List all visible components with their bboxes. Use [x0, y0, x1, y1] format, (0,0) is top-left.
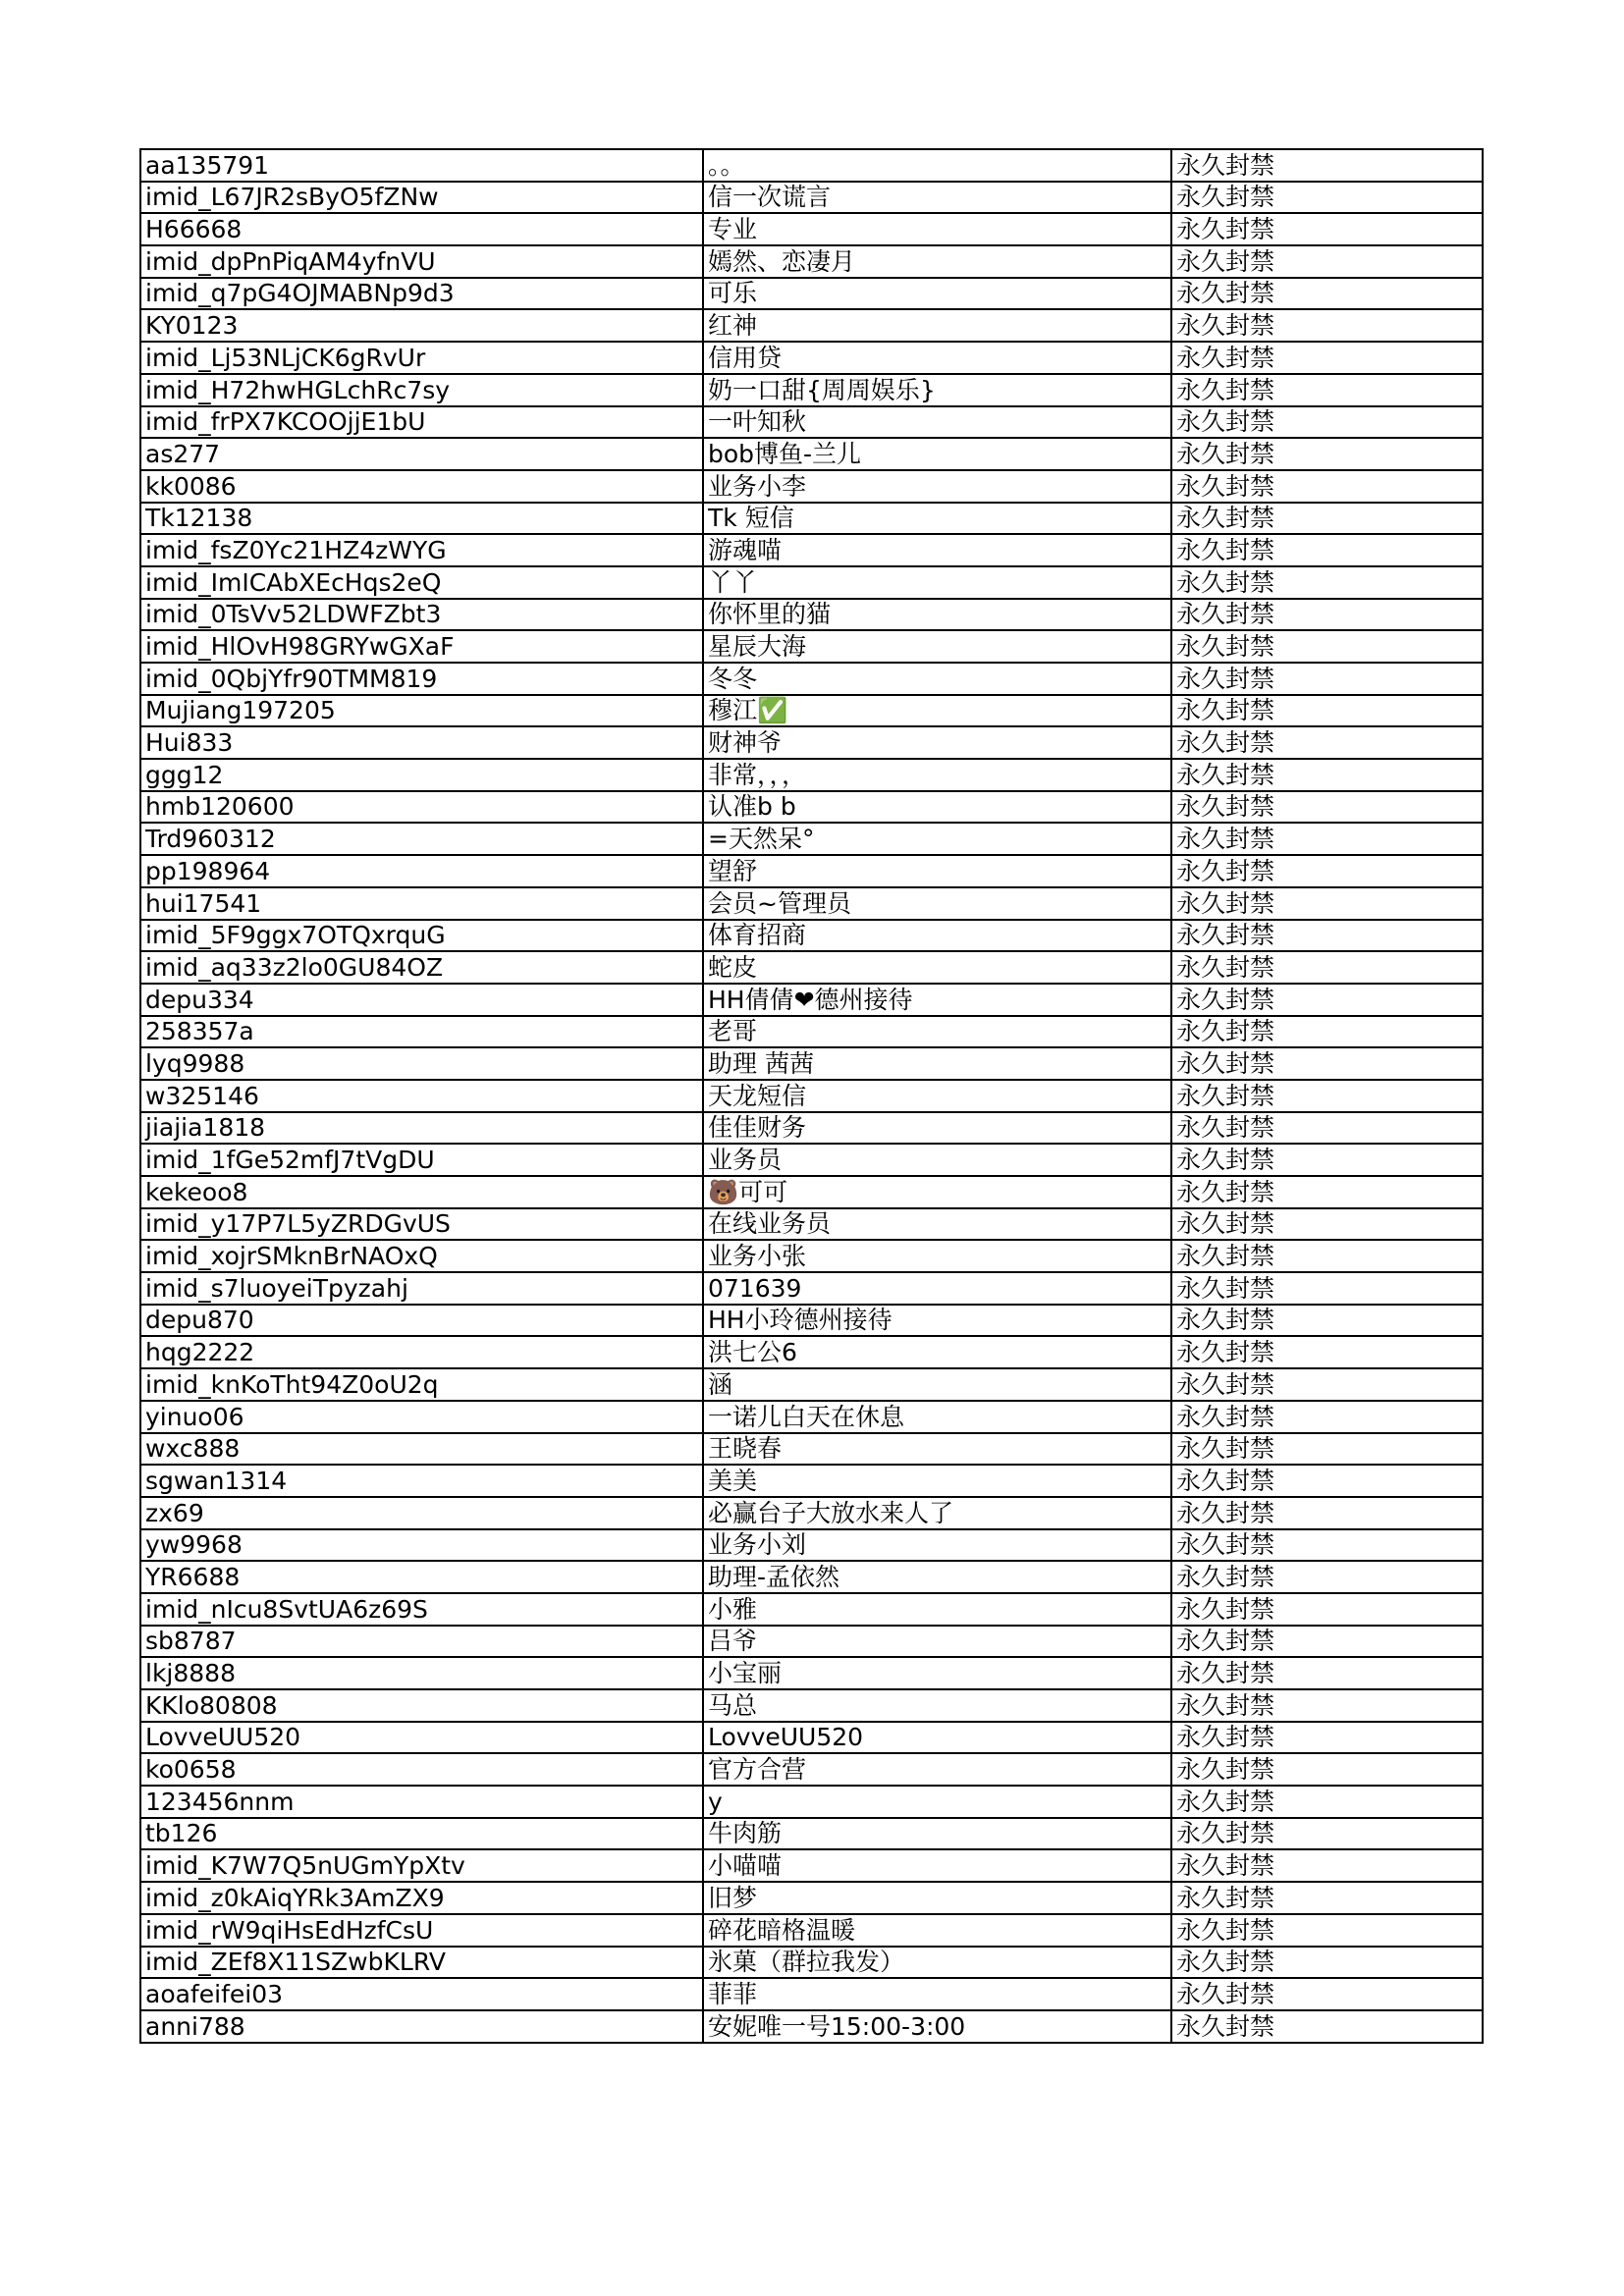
nickname-cell: HH小玲德州接待: [703, 1305, 1171, 1337]
status-cell: 永久封禁: [1171, 342, 1483, 374]
account-cell: 258357a: [140, 1016, 703, 1048]
nickname-cell: 碎花暗格温暖: [703, 1914, 1171, 1947]
account-cell: aa135791: [140, 149, 703, 182]
nickname-cell: 。。: [703, 149, 1171, 182]
nickname-cell: 嫣然、恋凄月: [703, 245, 1171, 278]
account-cell: imid_q7pG4OJMABNp9d3: [140, 278, 703, 310]
table-row: [140, 438, 1483, 470]
nickname-cell: 王晓春: [703, 1433, 1171, 1466]
table-row: [140, 182, 1483, 214]
status-cell: 永久封禁: [1171, 1240, 1483, 1272]
account-cell: imid_H72hwHGLchRc7sy: [140, 374, 703, 406]
nickname-cell: 小喵喵: [703, 1849, 1171, 1882]
nickname-cell: 牛肉筋: [703, 1818, 1171, 1850]
account-cell: imid_Lj53NLjCK6gRvUr: [140, 342, 703, 374]
account-cell: wxc888: [140, 1433, 703, 1466]
account-cell: LovveUU520: [140, 1722, 703, 1754]
status-cell: 永久封禁: [1171, 470, 1483, 503]
account-cell: imid_z0kAiqYRk3AmZX9: [140, 1882, 703, 1914]
nickname-cell: bob博鱼-兰儿: [703, 438, 1171, 470]
nickname-cell: 你怀里的猫: [703, 599, 1171, 631]
status-cell: 永久封禁: [1171, 1144, 1483, 1176]
ban-list-body: [140, 149, 1483, 2043]
status-cell: 永久封禁: [1171, 759, 1483, 791]
nickname-cell: 游魂喵: [703, 534, 1171, 566]
account-cell: hqg2222: [140, 1336, 703, 1368]
status-cell: 永久封禁: [1171, 1978, 1483, 2010]
account-cell: imid_fsZ0Yc21HZ4zWYG: [140, 534, 703, 566]
status-cell: 永久封禁: [1171, 1753, 1483, 1786]
account-cell: imid_dpPnPiqAM4yfnVU: [140, 245, 703, 278]
status-cell: 永久封禁: [1171, 1626, 1483, 1658]
nickname-cell: Tk 短信: [703, 503, 1171, 535]
account-cell: imid_rW9qiHsEdHzfCsU: [140, 1914, 703, 1947]
status-cell: 永久封禁: [1171, 1368, 1483, 1401]
status-cell: 永久封禁: [1171, 149, 1483, 182]
nickname-cell: 会员~管理员: [703, 887, 1171, 920]
table-row: [140, 534, 1483, 566]
status-cell: 永久封禁: [1171, 1657, 1483, 1689]
status-cell: 永久封禁: [1171, 920, 1483, 952]
status-cell: 永久封禁: [1171, 1112, 1483, 1145]
table-row: [140, 213, 1483, 245]
nickname-cell: 业务员: [703, 1144, 1171, 1176]
account-cell: tb126: [140, 1818, 703, 1850]
table-row: [140, 1593, 1483, 1626]
nickname-cell: 老哥: [703, 1016, 1171, 1048]
status-cell: 永久封禁: [1171, 1176, 1483, 1208]
status-cell: 永久封禁: [1171, 855, 1483, 887]
table-row: [140, 726, 1483, 759]
table-row: [140, 887, 1483, 920]
status-cell: 永久封禁: [1171, 566, 1483, 599]
status-cell: 永久封禁: [1171, 1401, 1483, 1433]
nickname-cell: 财神爷: [703, 726, 1171, 759]
nickname-cell: 星辰大海: [703, 630, 1171, 663]
nickname-cell: 洪七公6: [703, 1336, 1171, 1368]
nickname-cell: 助理-孟依然: [703, 1561, 1171, 1593]
account-cell: sgwan1314: [140, 1465, 703, 1497]
status-cell: 永久封禁: [1171, 695, 1483, 727]
table-row: [140, 599, 1483, 631]
table-row: [140, 1336, 1483, 1368]
ban-list-table: [139, 148, 1484, 2044]
status-cell: 永久封禁: [1171, 1497, 1483, 1529]
nickname-cell: 氷菓（群拉我发）: [703, 1947, 1171, 1979]
nickname-cell: 马总: [703, 1689, 1171, 1722]
table-row: [140, 1882, 1483, 1914]
status-cell: 永久封禁: [1171, 1529, 1483, 1562]
nickname-cell: 冬冬: [703, 663, 1171, 695]
nickname-cell: 菲菲: [703, 1978, 1171, 2010]
nickname-cell: 业务小李: [703, 470, 1171, 503]
status-cell: 永久封禁: [1171, 630, 1483, 663]
status-cell: 永久封禁: [1171, 503, 1483, 535]
account-cell: Tk12138: [140, 503, 703, 535]
nickname-cell: 业务小张: [703, 1240, 1171, 1272]
table-row: [140, 309, 1483, 342]
status-cell: 永久封禁: [1171, 309, 1483, 342]
nickname-cell: HH倩倩❤德州接待: [703, 984, 1171, 1016]
status-cell: 永久封禁: [1171, 1080, 1483, 1112]
status-cell: 永久封禁: [1171, 823, 1483, 855]
table-row: [140, 663, 1483, 695]
status-cell: 永久封禁: [1171, 1947, 1483, 1979]
table-row: [140, 503, 1483, 535]
account-cell: hmb120600: [140, 791, 703, 824]
account-cell: imid_xojrSMknBrNAOxQ: [140, 1240, 703, 1272]
status-cell: 永久封禁: [1171, 726, 1483, 759]
nickname-cell: 蛇皮: [703, 951, 1171, 984]
nickname-cell: 小宝丽: [703, 1657, 1171, 1689]
table-row: [140, 342, 1483, 374]
nickname-cell: 🐻可可: [703, 1176, 1171, 1208]
status-cell: 永久封禁: [1171, 534, 1483, 566]
account-cell: imid_nIcu8SvtUA6z69S: [140, 1593, 703, 1626]
table-row: [140, 1176, 1483, 1208]
table-row: [140, 1753, 1483, 1786]
nickname-cell: 非常，，，: [703, 759, 1171, 791]
status-cell: 永久封禁: [1171, 1818, 1483, 1850]
status-cell: 永久封禁: [1171, 984, 1483, 1016]
table-row: [140, 1112, 1483, 1145]
account-cell: Hui833: [140, 726, 703, 759]
table-row: [140, 470, 1483, 503]
status-cell: 永久封禁: [1171, 1593, 1483, 1626]
nickname-cell: 红神: [703, 309, 1171, 342]
status-cell: 永久封禁: [1171, 2010, 1483, 2043]
nickname-cell: 丫丫: [703, 566, 1171, 599]
status-cell: 永久封禁: [1171, 887, 1483, 920]
status-cell: 永久封禁: [1171, 1849, 1483, 1882]
account-cell: depu334: [140, 984, 703, 1016]
status-cell: 永久封禁: [1171, 1047, 1483, 1080]
account-cell: imid_0QbjYfr90TMM819: [140, 663, 703, 695]
account-cell: zx69: [140, 1497, 703, 1529]
status-cell: 永久封禁: [1171, 1786, 1483, 1818]
account-cell: KY0123: [140, 309, 703, 342]
nickname-cell: 安妮唯一号15:00-3:00: [703, 2010, 1171, 2043]
status-cell: 永久封禁: [1171, 1433, 1483, 1466]
table-row: [140, 1047, 1483, 1080]
status-cell: 永久封禁: [1171, 1561, 1483, 1593]
account-cell: imid_L67JR2sByO5fZNw: [140, 182, 703, 214]
table-row: [140, 1818, 1483, 1850]
account-cell: Mujiang197205: [140, 695, 703, 727]
account-cell: imid_knKoTht94Z0oU2q: [140, 1368, 703, 1401]
account-cell: sb8787: [140, 1626, 703, 1658]
table-row: [140, 1305, 1483, 1337]
account-cell: w325146: [140, 1080, 703, 1112]
table-row: [140, 1240, 1483, 1272]
status-cell: 永久封禁: [1171, 1882, 1483, 1914]
table-row: [140, 984, 1483, 1016]
table-row: [140, 1657, 1483, 1689]
account-cell: ggg12: [140, 759, 703, 791]
account-cell: ko0658: [140, 1753, 703, 1786]
table-row: [140, 951, 1483, 984]
status-cell: 永久封禁: [1171, 278, 1483, 310]
table-row: [140, 1626, 1483, 1658]
account-cell: imid_0TsVv52LDWFZbt3: [140, 599, 703, 631]
table-row: [140, 1722, 1483, 1754]
account-cell: anni788: [140, 2010, 703, 2043]
account-cell: yinuo06: [140, 1401, 703, 1433]
status-cell: 永久封禁: [1171, 1689, 1483, 1722]
account-cell: kekeoo8: [140, 1176, 703, 1208]
table-row: [140, 1016, 1483, 1048]
account-cell: yw9968: [140, 1529, 703, 1562]
account-cell: YR6688: [140, 1561, 703, 1593]
account-cell: imid_K7W7Q5nUGmYpXtv: [140, 1849, 703, 1882]
status-cell: 永久封禁: [1171, 1914, 1483, 1947]
table-row: [140, 2010, 1483, 2043]
nickname-cell: 旧梦: [703, 1882, 1171, 1914]
nickname-cell: 奶一口甜{周周娱乐}: [703, 374, 1171, 406]
status-cell: 永久封禁: [1171, 406, 1483, 439]
nickname-cell: =天然呆°: [703, 823, 1171, 855]
table-row: [140, 1786, 1483, 1818]
table-row: [140, 1561, 1483, 1593]
nickname-cell: 助理 茜茜: [703, 1047, 1171, 1080]
account-cell: kk0086: [140, 470, 703, 503]
status-cell: 永久封禁: [1171, 1336, 1483, 1368]
table-row: [140, 1401, 1483, 1433]
account-cell: pp198964: [140, 855, 703, 887]
nickname-cell: 涵: [703, 1368, 1171, 1401]
status-cell: 永久封禁: [1171, 213, 1483, 245]
table-row: [140, 695, 1483, 727]
table-row: [140, 245, 1483, 278]
nickname-cell: 业务小刘: [703, 1529, 1171, 1562]
nickname-cell: 一叶知秋: [703, 406, 1171, 439]
nickname-cell: 可乐: [703, 278, 1171, 310]
nickname-cell: 在线业务员: [703, 1208, 1171, 1241]
table-row: [140, 791, 1483, 824]
nickname-cell: 信一次谎言: [703, 182, 1171, 214]
nickname-cell: 信用贷: [703, 342, 1171, 374]
table-row: [140, 823, 1483, 855]
nickname-cell: 官方合营: [703, 1753, 1171, 1786]
nickname-cell: 071639: [703, 1272, 1171, 1305]
table-row: [140, 1849, 1483, 1882]
account-cell: Trd960312: [140, 823, 703, 855]
nickname-cell: 一诺儿白天在休息: [703, 1401, 1171, 1433]
account-cell: as277: [140, 438, 703, 470]
nickname-cell: 小雅: [703, 1593, 1171, 1626]
table-row: [140, 1144, 1483, 1176]
nickname-cell: 认准b b: [703, 791, 1171, 824]
nickname-cell: 吕爷: [703, 1626, 1171, 1658]
account-cell: imid_aq33z2lo0GU84OZ: [140, 951, 703, 984]
account-cell: jiajia1818: [140, 1112, 703, 1145]
table-row: [140, 278, 1483, 310]
nickname-cell: 必赢台子大放水来人了: [703, 1497, 1171, 1529]
account-cell: imid_ImICAbXEcHqs2eQ: [140, 566, 703, 599]
nickname-cell: 美美: [703, 1465, 1171, 1497]
nickname-cell: 专业: [703, 213, 1171, 245]
table-row: [140, 855, 1483, 887]
table-row: [140, 1947, 1483, 1979]
nickname-cell: 望舒: [703, 855, 1171, 887]
account-cell: imid_1fGe52mfJ7tVgDU: [140, 1144, 703, 1176]
nickname-cell: 穆江✅: [703, 695, 1171, 727]
account-cell: lkj8888: [140, 1657, 703, 1689]
table-row: [140, 374, 1483, 406]
nickname-cell: LovveUU520: [703, 1722, 1171, 1754]
table-row: [140, 406, 1483, 439]
table-row: [140, 630, 1483, 663]
account-cell: imid_5F9ggx7OTQxrquG: [140, 920, 703, 952]
status-cell: 永久封禁: [1171, 1722, 1483, 1754]
table-row: [140, 1465, 1483, 1497]
table-row: [140, 1914, 1483, 1947]
table-row: [140, 759, 1483, 791]
table-row: [140, 149, 1483, 182]
account-cell: imid_s7luoyeiTpyzahj: [140, 1272, 703, 1305]
status-cell: 永久封禁: [1171, 663, 1483, 695]
table-row: [140, 1080, 1483, 1112]
status-cell: 永久封禁: [1171, 951, 1483, 984]
table-row: [140, 1497, 1483, 1529]
status-cell: 永久封禁: [1171, 1465, 1483, 1497]
table-row: [140, 1368, 1483, 1401]
account-cell: 123456nnm: [140, 1786, 703, 1818]
account-cell: imid_HlOvH98GRYwGXaF: [140, 630, 703, 663]
account-cell: imid_frPX7KCOOjjE1bU: [140, 406, 703, 439]
table-row: [140, 1689, 1483, 1722]
account-cell: imid_y17P7L5yZRDGvUS: [140, 1208, 703, 1241]
table-row: [140, 566, 1483, 599]
table-row: [140, 1272, 1483, 1305]
nickname-cell: y: [703, 1786, 1171, 1818]
table-row: [140, 1433, 1483, 1466]
status-cell: 永久封禁: [1171, 245, 1483, 278]
nickname-cell: 体育招商: [703, 920, 1171, 952]
account-cell: H66668: [140, 213, 703, 245]
status-cell: 永久封禁: [1171, 374, 1483, 406]
nickname-cell: 天龙短信: [703, 1080, 1171, 1112]
account-cell: lyq9988: [140, 1047, 703, 1080]
table-row: [140, 1978, 1483, 2010]
status-cell: 永久封禁: [1171, 1016, 1483, 1048]
status-cell: 永久封禁: [1171, 1272, 1483, 1305]
table-row: [140, 920, 1483, 952]
account-cell: imid_ZEf8X11SZwbKLRV: [140, 1947, 703, 1979]
status-cell: 永久封禁: [1171, 182, 1483, 214]
nickname-cell: 佳佳财务: [703, 1112, 1171, 1145]
account-cell: depu870: [140, 1305, 703, 1337]
status-cell: 永久封禁: [1171, 438, 1483, 470]
status-cell: 永久封禁: [1171, 1305, 1483, 1337]
table-row: [140, 1529, 1483, 1562]
account-cell: hui17541: [140, 887, 703, 920]
table-row: [140, 1208, 1483, 1241]
status-cell: 永久封禁: [1171, 599, 1483, 631]
status-cell: 永久封禁: [1171, 791, 1483, 824]
account-cell: KKlo80808: [140, 1689, 703, 1722]
account-cell: aoafeifei03: [140, 1978, 703, 2010]
status-cell: 永久封禁: [1171, 1208, 1483, 1241]
